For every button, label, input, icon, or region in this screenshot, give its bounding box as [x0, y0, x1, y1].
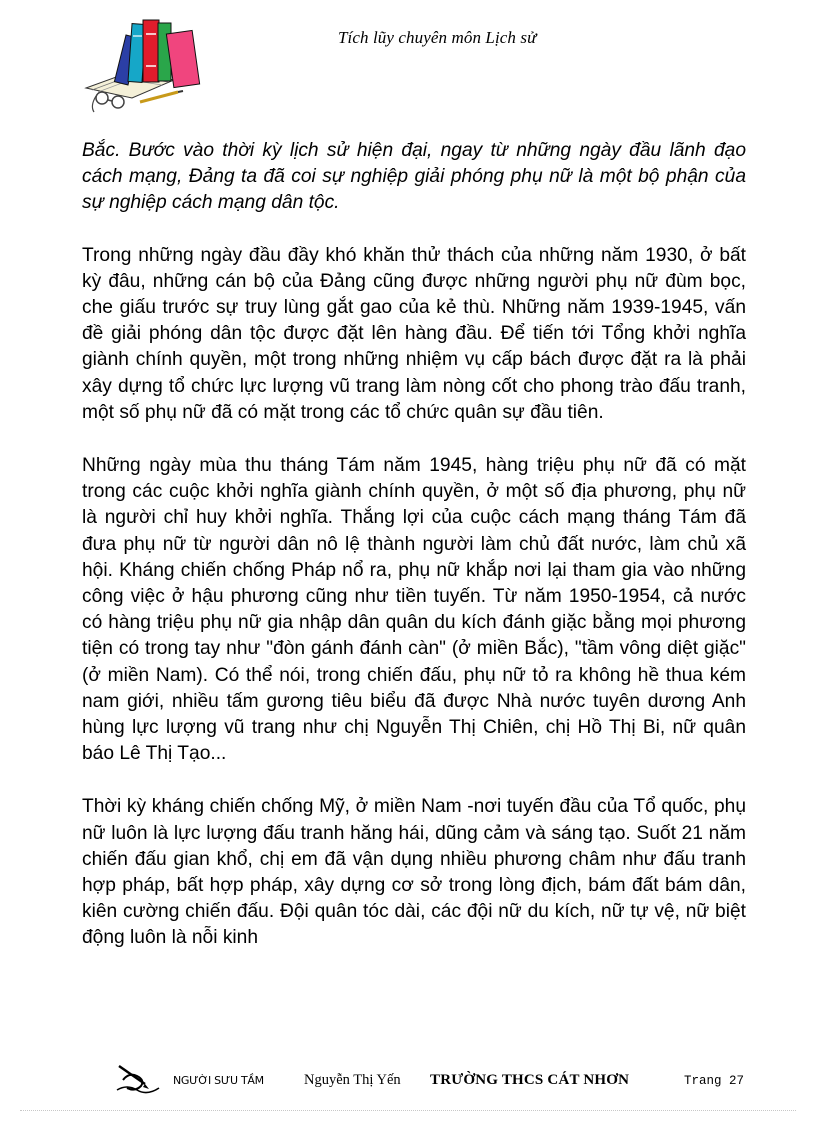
page-number: Trang 27: [684, 1074, 745, 1088]
page-footer: [0, 1058, 816, 1098]
pen-writing-icon: [115, 1062, 163, 1094]
collector-label: NGƯỜI SƯU TẦM: [173, 1074, 264, 1087]
bottom-divider: [20, 1110, 796, 1111]
paragraph: Trong những ngày đầu đầy khó khăn thử thách của những năm 1930, ở bất kỳ đâu, những cán bộ của Đảng cũng được những người phụ nữ đùm bọc, che giấu trước sự truy lùng gắt gao của kẻ thù. Những năm 1939-1945, vấn đề giải phóng dân tộc được đặt lên hàng đầu. Để tiến tới Tổng khởi nghĩa giành chính quyền, một trong những nhiệm vụ cấp bách được đặt ra là phải xây dựng tổ chức lực lượng vũ trang làm nòng cốt cho phong trào đấu tranh, một số phụ nữ đã có mặt trong các tổ chức quân sự đầu tiên.: [82, 244, 746, 423]
books-stack-logo: [82, 14, 207, 114]
author-name: Nguyễn Thị Yến: [304, 1072, 401, 1088]
school-name: TRƯỜNG THCS CÁT NHƠN: [430, 1072, 630, 1088]
header-title: Tích lũy chuyên môn Lịch sử: [338, 28, 537, 47]
paragraph-intro: Bắc. Bước vào thời kỳ lịch sử hiện đại, ngay từ những ngày đầu lãnh đạo cách mạng, Đảng ta đã coi sự nghiệp giải phóng phụ nữ là một bộ phận của sự nghiệp cách mạng dân tộc.: [82, 140, 746, 214]
article-body: [82, 138, 746, 979]
paragraph: Thời kỳ kháng chiến chống Mỹ, ở miền Nam -nơi tuyến đầu của Tổ quốc, phụ nữ luôn là lực lượng đấu tranh hăng hái, dũng cảm và sáng tạo. Suốt 21 năm chiến đấu gian khổ, chị em đã vận dụng nhiều phương châm như đấu tranh hợp pháp, bất hợp pháp, xây dựng cơ sở trong lòng địch, bám đất bám dân, kiên cường chiến đấu. Đội quân tóc dài, các đội nữ du kích, nữ tự vệ, nữ biệt động luôn là nỗi kinh: [82, 796, 746, 949]
paragraph: Những ngày mùa thu tháng Tám năm 1945, hàng triệu phụ nữ đã có mặt trong các cuộc khởi nghĩa giành chính quyền, ở một số địa phương, phụ nữ là người chỉ huy khởi nghĩa. Thắng lợi của cuộc cách mạng tháng Tám đã đưa phụ nữ từ người dân nô lệ thành người làm chủ đất nước, làm chủ xã hội. Kháng chiến chống Pháp nổ ra, phụ nữ khắp nơi lại tham gia vào những công việc ở hậu phương cũng như tiền tuyến. Từ năm 1950-1954, cả nước có hàng triệu phụ nữ gia nhập dân quân du kích đánh giặc bằng mọi phương tiện có trong tay như "đòn gánh đánh càn" (ở miền Bắc), "tầm vông diệt giặc" (ở miền Nam). Có thể nói, trong chiến đấu, phụ nữ tỏ ra không hề thua kém nam giới, nhiều tấm gương tiêu biểu đã được Nhà nước tuyên dương Anh hùng lực lượng vũ trang như chị Nguyễn Thị Chiên, chị Hồ Thị Bi, nữ quân báo Lê Thị Tạo...: [82, 455, 746, 765]
